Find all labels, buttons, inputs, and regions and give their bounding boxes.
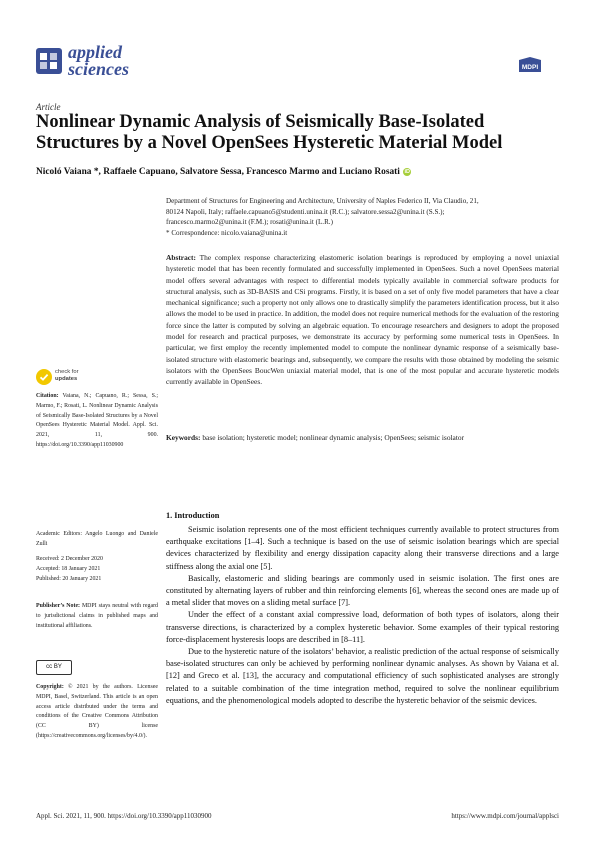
accepted-date: Accepted: 18 January 2021: [36, 565, 101, 572]
citation-text: Vaiana, N.; Capuano, R.; Sessa, S.; Marmo, F.; Rosati, L. Nonlinear Dynamic Analysis of Seismically Base-Isolated Structures by a Novel OpenSees Hysteretic Material Model. Appl. Sci. 2021, 11, 900. https://doi.org/10.3390/app11030900: [36, 393, 158, 448]
citation-label: Citation:: [36, 393, 59, 399]
journal-name-line1: applied: [68, 42, 122, 62]
article-type: Article: [36, 102, 61, 112]
mdpi-logo-icon: [516, 56, 544, 74]
check-line1: check for: [55, 369, 79, 375]
publisher-note: [36, 602, 158, 631]
dates-block: [36, 555, 158, 584]
keywords: [166, 432, 559, 443]
affiliation-block: [166, 196, 558, 238]
abstract: [166, 252, 559, 388]
footer-journal-url[interactable]: https://www.mdpi.com/journal/applsci: [451, 812, 559, 820]
publisher-note-label: Publisher’s Note:: [36, 603, 81, 609]
journal-logo-icon: [36, 48, 62, 74]
copyright-label: Copyright:: [36, 684, 64, 690]
check-for-updates-button[interactable]: [55, 369, 79, 383]
abstract-text: The complex response characterizing elastomeric isolation bearings is reproduced by employing a novel uniaxial hysteretic model that has been recently formulated and successfully implemented in OpenSees. Such a novel OpenSees material model offers several advantages with respect to differential models typically available in commercial software products for structural analysis, such as 3D-BASIS and CSi programs. Firstly, it is based on a set of only five model parameters that have a clear mechanical significance; such a property not only allows one to drastically simplify the parameters identification process, but it also allows the model to be used in practice. In addition, the model does not require numerical methods for the evaluation of the restoring force since the latter is computed by solving an algebraic equation. To encourage researchers and designers to adopt the proposed model for research and practical purposes, we demonstrate its accuracy by performing some numerical tests in OpenSees. In particular, we first employ the recently implemented model to compute the nonlinear dynamic response of a seismically base-isolated structure with elastomeric bearings and, subsequently, we compare the results with those obtained by modeling the seismic isolators with the OpenSees BoucWen uniaxial material model, that is one of the most popular and accurate hysteretic models currently available in OpenSees.: [166, 253, 559, 387]
paragraph: Basically, elastomeric and sliding bearings are commonly used in seismic isolation. The first ones are constituted by alternating layers of rubber and thin reinforcing elements [6], whereas the second ones are made up of a metal slider that moves on a sliding metal surface [7].: [166, 573, 559, 608]
editors-block: [36, 530, 158, 550]
copyright-block: [36, 683, 158, 742]
section-heading: 1. Introduction: [166, 511, 220, 520]
journal-name-line2: sciences: [68, 59, 129, 79]
received-date: Received: 2 December 2020: [36, 556, 103, 562]
check-for-updates-icon[interactable]: [36, 369, 52, 385]
author-list: [36, 167, 576, 177]
published-date: Published: 20 January 2021: [36, 575, 102, 582]
affiliation-line: 80124 Napoli, Italy; raffaele.capuano5@studenti.unina.it (R.C.); salvatore.sessa2@unina.it (S.S.);: [166, 207, 445, 216]
footer-citation: Appl. Sci. 2021, 11, 900. https://doi.org/10.3390/app11030900: [36, 812, 212, 820]
journal-name: [68, 44, 129, 78]
introduction-body: [166, 524, 559, 707]
publisher-note-text: MDPI stays neutral with regard to jurisdictional claims in published maps and institutional affiliations.: [36, 603, 158, 629]
authors-text: Nicoló Vaiana *, Raffaele Capuano, Salvatore Sessa, Francesco Marmo and Luciano Rosati: [36, 167, 400, 177]
check-line2: updates: [55, 376, 78, 382]
paragraph: Under the effect of a constant axial compressive load, deformation of both types of isolators, along their transverse directions, is characterized by a complex hysteretic behavior. Some examples of their typical restoring force-displacement hysteresis loops are described in [8–11].: [166, 610, 559, 644]
correspondence-line: * Correspondence: nicolo.vaiana@unina.it: [166, 228, 288, 237]
keywords-text: base isolation; hysteretic model; nonlinear dynamic analysis; OpenSees; seismic isolator: [202, 433, 465, 442]
cc-by-license-icon[interactable]: cc BY: [36, 660, 72, 675]
abstract-label: Abstract:: [166, 253, 196, 262]
copyright-text: © 2021 by the authors. Licensee MDPI, Basel, Switzerland. This article is an open access article distributed under the terms and conditions of the Creative Commons Attribution (CC BY) license (https://creativecommons.org/licenses/by/4.0/).: [36, 684, 158, 739]
keywords-label: Keywords:: [166, 433, 201, 442]
citation-block: [36, 392, 158, 451]
affiliation-line: Department of Structures for Engineering and Architecture, University of Naples Federico II, Via Claudio, 21,: [166, 197, 479, 205]
paper-title: Nonlinear Dynamic Analysis of Seismically Base-Isolated Structures by a Novel OpenSees Hysteretic Material Model: [36, 112, 503, 153]
mdpi-logo-text: MDPI: [521, 64, 539, 71]
academic-editors: Academic Editors: Angelo Luongo and Daniele Zulli: [36, 531, 158, 547]
orcid-icon[interactable]: iD: [404, 169, 410, 175]
paragraph: Seismic isolation represents one of the most efficient techniques currently available to protect structures from earthquake excitations [1–4]. Such a technique is based on the use of seismic isolation bearings which are special devices characterized by flexibility and energy dissipation capacity along their transverse directions and a large stiffness along the axial one [5].: [166, 525, 559, 571]
paragraph: Due to the hysteretic nature of the isolators’ behavior, a realistic prediction of the actual response of seismically base-isolated structures can only be achieved by performing nonlinear dynamic analyses. As shown by Vaiana et al. [12] and Greco et al. [13], the accuracy and computational efficiency of such sophisticated analyses are strongly related to a suitable combination of the time integration method, required to solve the nonlinear equilibrium equations, and the phenomenological models adopted to describe the hysteretic behavior of the seismic devices.: [166, 647, 559, 705]
affiliation-line: francesco.marmo2@unina.it (F.M.); rosati@unina.it (L.R.): [166, 218, 333, 227]
